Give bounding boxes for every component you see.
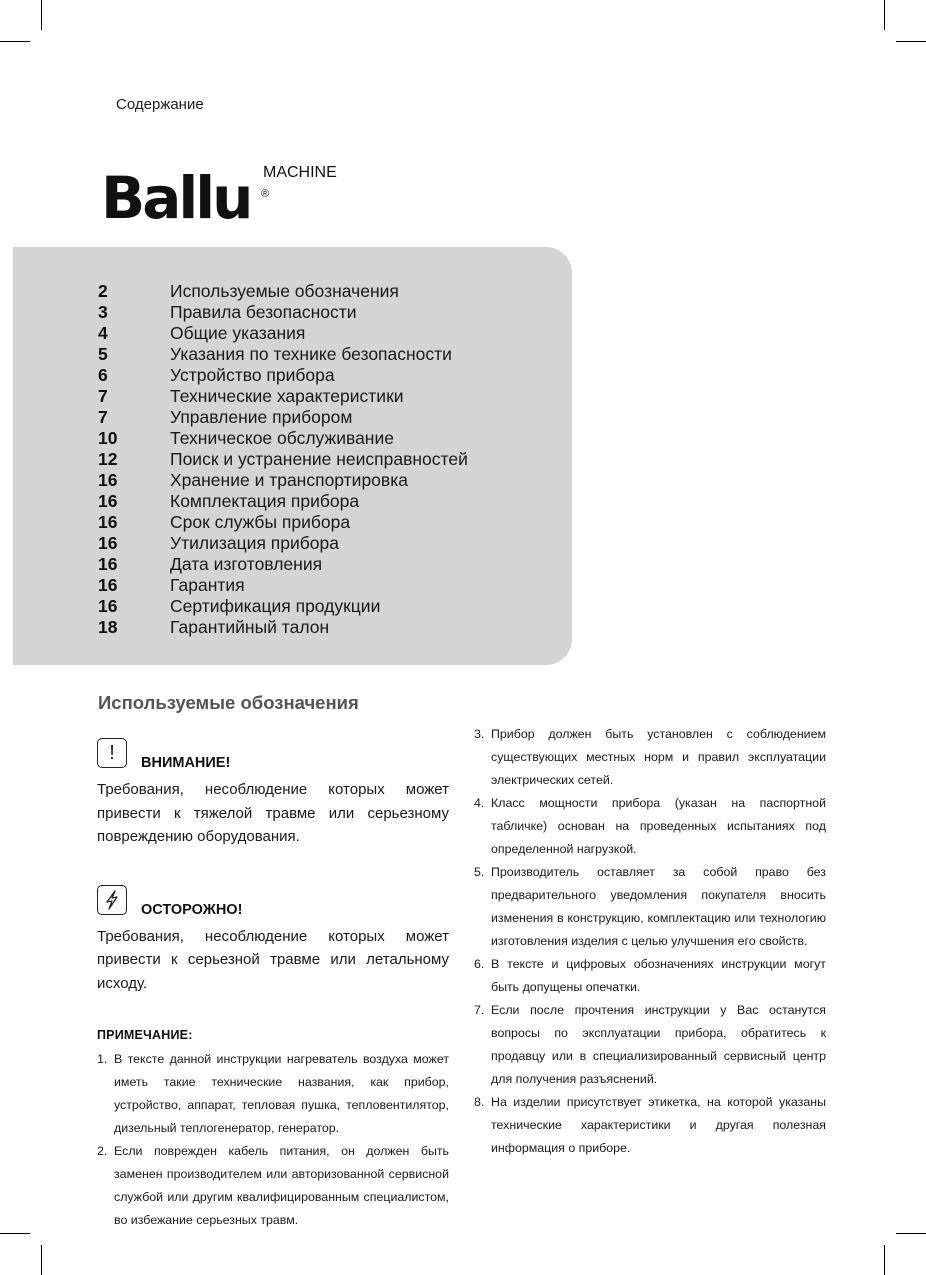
toc-page-number: 16 bbox=[98, 554, 118, 574]
crop-mark bbox=[41, 0, 42, 30]
toc-page-number: 7 bbox=[98, 407, 108, 427]
note-title: ПРИМЕЧАНИЕ: bbox=[97, 1028, 193, 1042]
toc-item[interactable] bbox=[98, 428, 468, 449]
toc-item[interactable] bbox=[98, 449, 468, 470]
toc-item-title: Общие указания bbox=[170, 323, 306, 343]
note-text: На изделии присутствует этикетка, на которой указаны технические характеристики и другая полезная информация о приборе. bbox=[491, 1095, 826, 1155]
note-text: Если поврежден кабель питания, он должен быть заменен производителем или авторизованной сервисной службой или другим квалифицированным специалистом, во избежание серьезных травм. bbox=[114, 1144, 449, 1227]
note-number: 2. bbox=[97, 1144, 108, 1158]
note-number: 3. bbox=[474, 727, 485, 741]
toc-item[interactable] bbox=[98, 554, 468, 575]
toc-page-number: 3 bbox=[98, 302, 108, 322]
crop-mark bbox=[896, 41, 926, 42]
warning-text: Требования, несоблюдение которых может привести к тяжелой травме или серьезному повреждению оборудования. bbox=[97, 781, 449, 845]
note-item bbox=[474, 792, 826, 861]
note-text: В тексте данной инструкции нагреватель воздуха может иметь такие технические названия, как прибор, устройство, аппарат, тепловая пушка, тепловентилятор, дизельный теплогенератор, генератор. bbox=[114, 1052, 449, 1135]
toc-page-number: 16 bbox=[98, 533, 118, 553]
toc-page-number: 4 bbox=[98, 323, 108, 343]
toc-item[interactable] bbox=[98, 323, 468, 344]
toc-item-title: Техническое обслуживание bbox=[170, 428, 394, 448]
toc-item[interactable] bbox=[98, 575, 468, 596]
toc-item-title: Используемые обозначения bbox=[170, 281, 399, 301]
note-item bbox=[474, 999, 826, 1091]
note-text: Если после прочтения инструкции у Вас останутся вопросы по эксплуатации прибора, обратитесь к продавцу или в специализированный сервисный центр для получения разъяснений. bbox=[491, 1003, 826, 1086]
caution-notice bbox=[97, 875, 449, 996]
toc-item[interactable] bbox=[98, 533, 468, 554]
toc-item-title: Дата изготовления bbox=[170, 554, 323, 574]
brand-logo bbox=[101, 160, 337, 232]
toc-item[interactable] bbox=[98, 281, 468, 302]
crop-mark bbox=[0, 1233, 30, 1234]
note-text: Производитель оставляет за собой право без предварительного уведомления покупателя вносить изменения в конструкцию, комплектацию или технологию изготовления изделия с целью улучшения его свойств. bbox=[491, 865, 826, 948]
warning-notice bbox=[97, 728, 449, 849]
logo-subtitle: MACHINE bbox=[263, 164, 337, 181]
toc-page-number: 16 bbox=[98, 512, 118, 532]
note-item bbox=[474, 953, 826, 999]
toc-page-number: 5 bbox=[98, 344, 108, 364]
logo-wordmark: Ballu bbox=[101, 164, 251, 232]
toc-item-title: Срок службы прибора bbox=[170, 512, 351, 532]
toc-page-number: 7 bbox=[98, 386, 108, 406]
left-column bbox=[97, 728, 449, 1232]
crop-mark bbox=[896, 1233, 926, 1234]
note-number: 6. bbox=[474, 957, 485, 971]
section-title: Используемые обозначения bbox=[98, 692, 359, 713]
toc-item[interactable] bbox=[98, 302, 468, 323]
warning-title: ВНИМАНИЕ! bbox=[141, 755, 231, 771]
toc-item-title: Утилизация прибора bbox=[170, 533, 339, 553]
toc-item[interactable] bbox=[98, 386, 468, 407]
toc-item[interactable] bbox=[98, 512, 468, 533]
notes-list-left bbox=[97, 1048, 449, 1232]
note-item bbox=[97, 1048, 449, 1140]
toc-page-number: 2 bbox=[98, 281, 108, 301]
toc-page-number: 18 bbox=[98, 617, 118, 637]
crop-mark bbox=[41, 1245, 42, 1275]
note-number: 7. bbox=[474, 1003, 485, 1017]
toc-page-number: 16 bbox=[98, 596, 118, 616]
caution-text: Требования, несоблюдение которых может привести к серьезной травме или летальному исходу. bbox=[97, 927, 449, 992]
crop-mark bbox=[884, 0, 885, 30]
toc-item-title: Устройство прибора bbox=[170, 365, 335, 385]
note-number: 1. bbox=[97, 1052, 108, 1066]
toc-page-number: 16 bbox=[98, 575, 118, 595]
crop-mark bbox=[0, 41, 30, 42]
exclamation-icon: ! bbox=[97, 738, 127, 768]
page-header-label: Содержание bbox=[116, 96, 204, 113]
toc-item-title: Гарантийный талон bbox=[170, 617, 330, 637]
notes-list-right bbox=[474, 723, 826, 1160]
toc-item[interactable] bbox=[98, 491, 468, 512]
toc-item-title: Комплектация прибора bbox=[170, 491, 360, 511]
table-of-contents bbox=[98, 281, 468, 638]
toc-item[interactable] bbox=[98, 365, 468, 386]
note-item bbox=[97, 1140, 449, 1232]
note-item bbox=[474, 861, 826, 953]
registered-mark: ® bbox=[261, 188, 270, 200]
toc-item[interactable] bbox=[98, 617, 468, 638]
note-number: 8. bbox=[474, 1095, 485, 1109]
toc-page-number: 12 bbox=[98, 449, 118, 469]
toc-page-number: 16 bbox=[98, 470, 118, 490]
lightning-icon bbox=[97, 885, 127, 915]
toc-page-number: 6 bbox=[98, 365, 108, 385]
note-text: В тексте и цифровых обозначениях инструкции могут быть допущены опечатки. bbox=[491, 957, 826, 994]
note-text: Прибор должен быть установлен с соблюдением существующих местных норм и правил эксплуатации электрических сетей. bbox=[491, 727, 826, 787]
toc-item-title: Указания по технике безопасности bbox=[170, 344, 452, 364]
toc-item-title: Технические характеристики bbox=[170, 386, 404, 406]
caution-title: ОСТОРОЖНО! bbox=[141, 901, 243, 918]
toc-item[interactable] bbox=[98, 596, 468, 617]
note-item bbox=[474, 723, 826, 792]
toc-page-number: 10 bbox=[98, 428, 118, 448]
note-item bbox=[474, 1091, 826, 1160]
crop-mark bbox=[884, 1245, 885, 1275]
right-column bbox=[474, 723, 826, 1160]
toc-page-number: 16 bbox=[98, 491, 118, 511]
note-number: 5. bbox=[474, 865, 485, 879]
toc-item-title: Поиск и устранение неисправностей bbox=[170, 449, 468, 469]
toc-item-title: Хранение и транспортировка bbox=[170, 470, 408, 490]
toc-item-title: Гарантия bbox=[170, 575, 245, 595]
toc-item[interactable] bbox=[98, 470, 468, 491]
toc-item[interactable] bbox=[98, 407, 468, 428]
toc-item-title: Управление прибором bbox=[170, 407, 353, 427]
note-text: Класс мощности прибора (указан на паспортной табличке) основан на проведенных испытаниях под определенной нагрузкой. bbox=[491, 796, 826, 856]
toc-item-title: Правила безопасности bbox=[170, 302, 357, 322]
toc-item-title: Сертификация продукции bbox=[170, 596, 381, 616]
toc-item[interactable] bbox=[98, 344, 468, 365]
note-number: 4. bbox=[474, 796, 485, 810]
